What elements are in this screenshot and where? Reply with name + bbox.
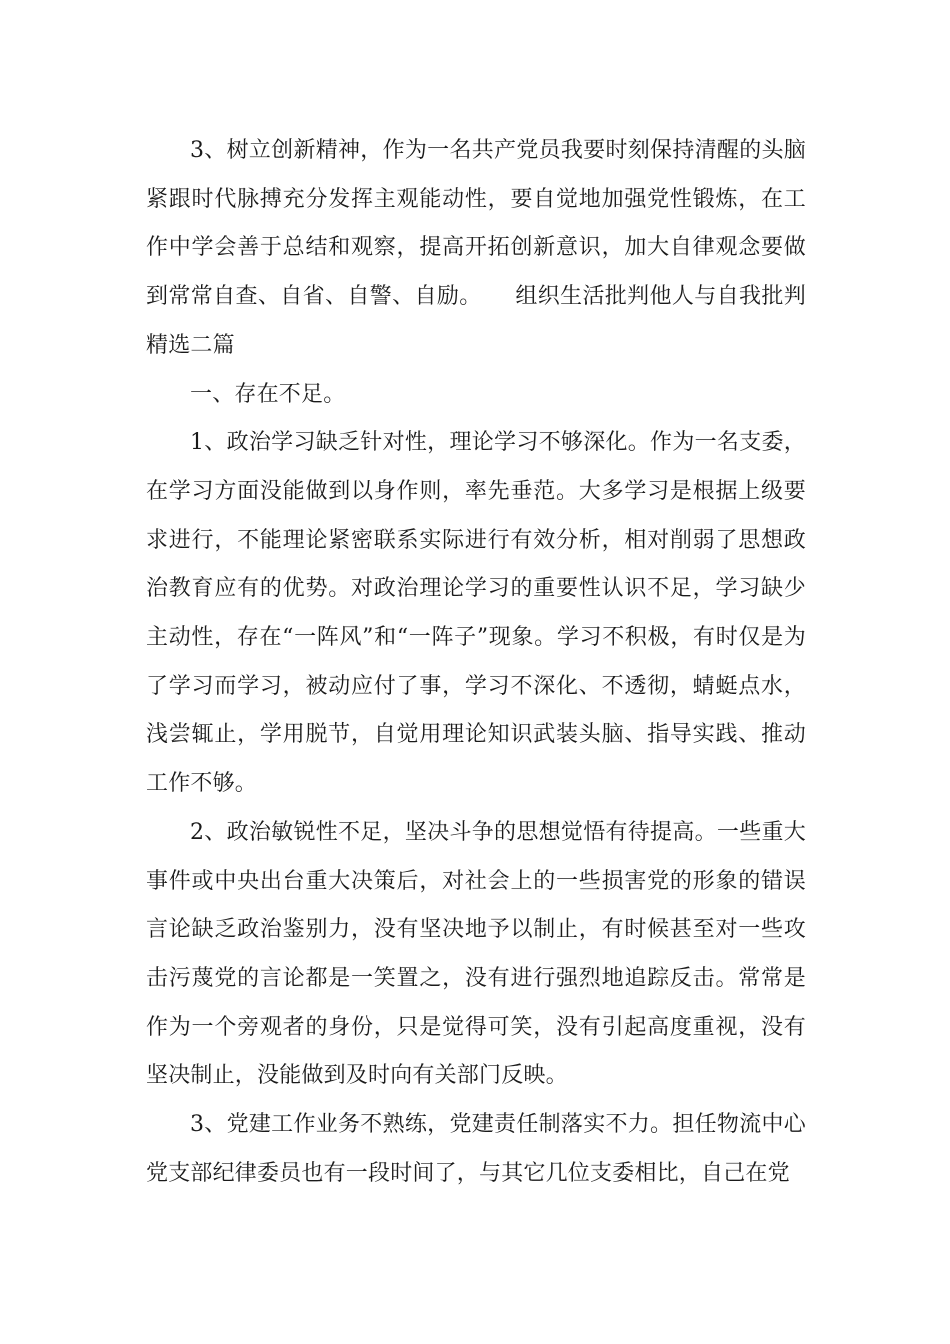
paragraph-political-sensitivity: 2、政治敏锐性不足，坚决斗争的思想觉悟有待提高。一些重大事件或中央出台重大决策后，对社会上的一些损害党的形象的错误言论缺乏政治鉴别力，没有坚决地予以制止，有时候甚至对一些攻击污蔑党的言论都是一笑置之，没有进行强烈地追踪反击。常常是作为一个旁观者的身份，只是觉得可笑，没有引起高度重视，没有坚决制止，没能做到及时向有关部门反映。: [146, 819, 806, 1089]
paragraph-innovation-spirit: 3、树立创新精神，作为一名共产党员我要时刻保持清醒的头脑紧跟时代脉搏充分发挥主观能动性，要自觉地加强党性锻炼，在工作中学会善于总结和观察，提高开拓创新意识，加大自律观念要做到常常自查、自省、自警、自励。 组织生活批判他人与自我批判精选二篇: [146, 138, 806, 358]
paragraph-party-building: 3、党建工作业务不熟练，党建责任制落实不力。担任物流中心党支部纪律委员也有一段时间了，与其它几位支委相比，自己在党: [146, 1112, 806, 1186]
paragraph-political-study: 1、政治学习缺乏针对性，理论学习不够深化。作为一名支委，在学习方面没能做到以身作则，率先垂范。大多学习是根据上级要求进行，不能理论紧密联系实际进行有效分析，相对削弱了思想政治教育应有的优势。对政治理论学习的重要性认识不足，学习缺少主动性，存在“一阵风”和“一阵子”现象。学习不积极，有时仅是为了学习而学习，被动应付了事，学习不深化、不透彻，蜻蜓点水，浅尝辄止，学用脱节，自觉用理论知识武装头脑、指导实践、推动工作不够。: [146, 430, 806, 797]
document-body: [146, 127, 806, 1198]
section-heading-shortcomings: 一、存在不足。: [190, 381, 346, 407]
